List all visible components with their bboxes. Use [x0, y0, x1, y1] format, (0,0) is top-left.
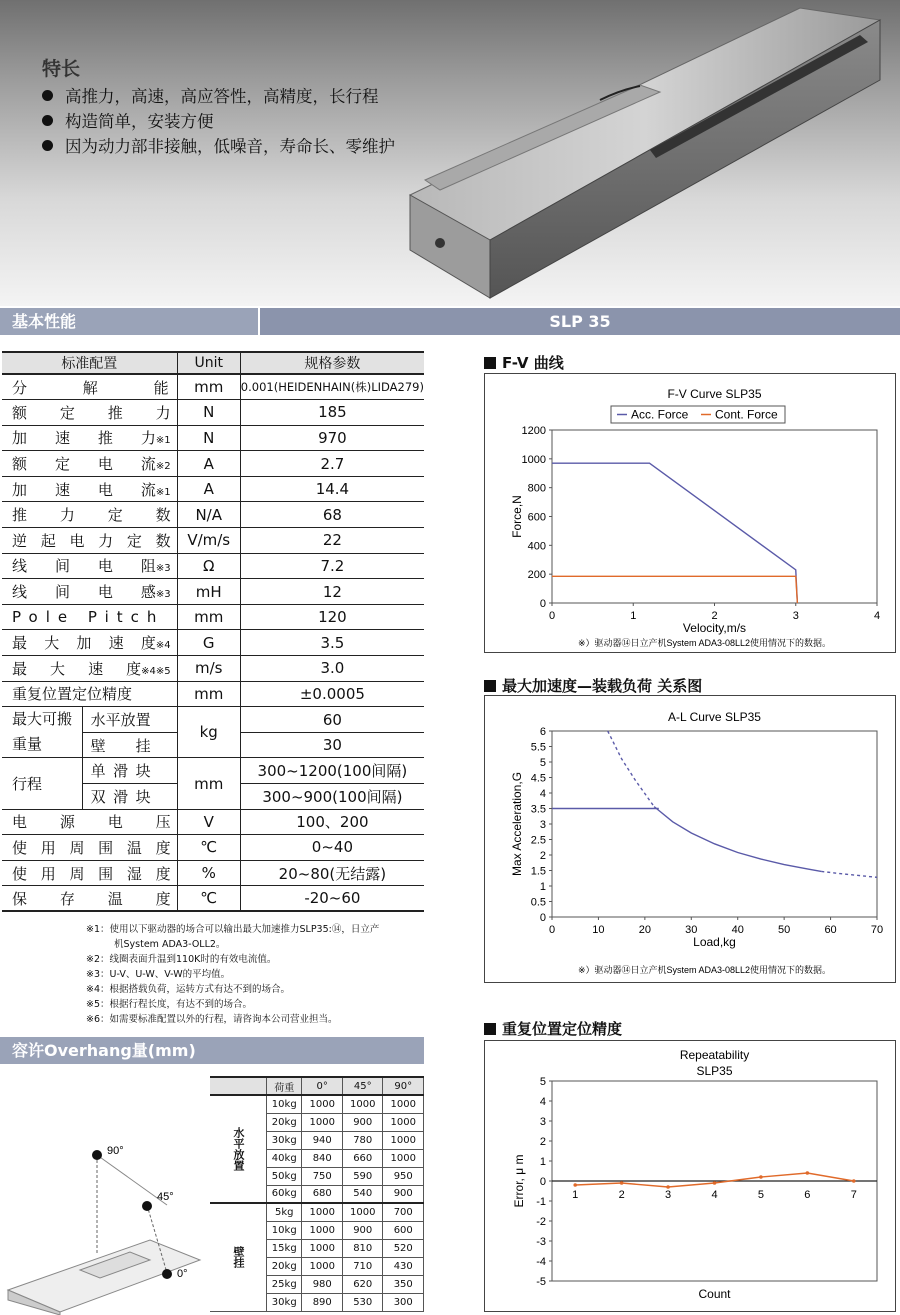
overhang-value: 900 — [342, 1113, 383, 1131]
hero-banner — [0, 0, 900, 306]
spec-value: 14.4 — [240, 476, 424, 502]
y-tick-label: 5 — [539, 757, 546, 769]
x-tick-label: 5 — [757, 1189, 764, 1201]
bullet-icon — [42, 90, 53, 101]
x-axis-label: Count — [698, 1287, 731, 1301]
footnote: ※2：线圈表面升温到110K时的有效电流值。 — [86, 954, 277, 965]
plot-area — [552, 731, 877, 917]
fv-chart — [485, 374, 895, 652]
series-line-curve — [654, 807, 821, 872]
overhang-value: 940 — [302, 1131, 343, 1149]
bullet-icon — [42, 140, 53, 151]
legend-label: Acc. Force — [631, 407, 689, 422]
overhang-value: 1000 — [302, 1257, 343, 1275]
overhang-table — [210, 1076, 424, 1312]
data-point — [620, 1181, 624, 1185]
rep-chart — [485, 1041, 895, 1311]
bullet-icon — [42, 115, 53, 126]
y-tick-label: -2 — [536, 1216, 546, 1228]
spec-row: 使 用 周 围 温 度 ℃ 0~40 — [2, 835, 424, 861]
footnote: ※1：使用以下驱动器的场合可以输出最大加速推力SLP35:⑭，日立产 — [86, 924, 380, 935]
y-tick-label: 2 — [539, 1136, 546, 1148]
spec-unit: G — [177, 630, 240, 656]
al-chart — [485, 696, 895, 982]
overhang-value: 980 — [302, 1275, 343, 1293]
spec-row: 额 定 电 流※2 A 2.7 — [2, 451, 424, 477]
spec-header: Unit — [177, 352, 240, 374]
spec-unit: N/A — [177, 502, 240, 528]
spec-row: 壁 挂 30 — [2, 732, 424, 758]
overhang-load: 40kg — [267, 1149, 302, 1167]
overhang-value: 1000 — [302, 1095, 343, 1113]
overhang-header: 0° — [302, 1077, 343, 1095]
y-tick-label: -4 — [536, 1256, 546, 1268]
y-tick-label: 5.5 — [530, 741, 546, 754]
feature-item: 构造简单，安装方便 — [42, 108, 214, 132]
y-tick-label: 1.5 — [530, 865, 546, 878]
spec-header: 规格参数 — [240, 352, 424, 374]
x-tick-label: 2 — [711, 610, 718, 622]
footnotes — [86, 922, 426, 1027]
data-point — [713, 1181, 717, 1185]
overhang-value: 700 — [383, 1203, 424, 1221]
angle-label: 0° — [177, 1268, 188, 1280]
overhang-value: 530 — [342, 1293, 383, 1311]
overhang-value: 1000 — [302, 1239, 343, 1257]
spec-name: Pole Pitch — [2, 604, 177, 630]
fv-chart-frame — [484, 373, 896, 653]
overhang-load: 30kg — [267, 1293, 302, 1311]
spec-header: 标准配置 — [2, 352, 177, 374]
footnote: ※5：根据行程长度，有达不到的场合。 — [86, 999, 253, 1010]
spec-row: 分 解 能 mm 0.001(HEIDENHAIN(株)LIDA279) — [2, 374, 424, 400]
overhang-load: 15kg — [267, 1239, 302, 1257]
overhang-load: 20kg — [267, 1113, 302, 1131]
spec-unit: kg — [177, 707, 240, 758]
overhang-value: 1000 — [302, 1221, 343, 1239]
spec-value: 30 — [240, 732, 424, 758]
y-tick-label: 1 — [539, 1156, 546, 1168]
spec-row — [2, 604, 424, 630]
y-tick-label: -1 — [536, 1196, 546, 1208]
spec-unit: ℃ — [177, 886, 240, 912]
x-tick-label: 40 — [731, 924, 744, 936]
spec-value: 300~900(100间隔) — [240, 784, 424, 810]
y-tick-label: 0 — [539, 912, 546, 924]
x-tick-label: 3 — [792, 610, 799, 622]
spec-table — [2, 351, 424, 912]
spec-value: 22 — [240, 528, 424, 554]
x-tick-label: 30 — [685, 924, 698, 936]
al-chart-frame — [484, 695, 896, 983]
overhang-load: 10kg — [267, 1095, 302, 1113]
rep-section-title: 重复位置定位精度 — [484, 1018, 622, 1039]
feature-item: 高推力，高速，高应答性，高精度，长行程 — [42, 83, 379, 107]
spec-value: -20~60 — [240, 886, 424, 912]
spec-value: 20~80(无结露) — [240, 860, 424, 886]
section-bar-model: SLP 35 — [260, 308, 900, 335]
series-line-curve-dashed-high — [821, 871, 877, 877]
spec-name: 能 — [153, 378, 171, 397]
y-tick-label: 0.5 — [530, 896, 546, 909]
x-tick-label: 4 — [711, 1189, 718, 1201]
overhang-value: 1000 — [383, 1131, 424, 1149]
overhang-load: 25kg — [267, 1275, 302, 1293]
overhang-value: 1000 — [342, 1203, 383, 1221]
y-tick-label: 800 — [527, 482, 546, 495]
y-tick-label: -5 — [536, 1276, 546, 1288]
overhang-header: 90° — [383, 1077, 424, 1095]
overhang-value: 1000 — [383, 1095, 424, 1113]
spec-unit: N — [177, 400, 240, 426]
x-tick-label: 50 — [778, 924, 791, 936]
overhang-value: 840 — [302, 1149, 343, 1167]
spec-row: 最 大 加 速 度※4 G 3.5 — [2, 630, 424, 656]
point-90-marker — [92, 1150, 102, 1160]
spec-row: 保 存 温 度 ℃ -20~60 — [2, 886, 424, 912]
spec-unit: mm — [177, 758, 240, 809]
y-tick-label: 2.5 — [530, 834, 546, 847]
data-point — [573, 1183, 577, 1187]
spec-unit: mm — [177, 604, 240, 630]
overhang-value: 430 — [383, 1257, 424, 1275]
section-bar-overhang: 容许Overhang量(mm) — [0, 1037, 424, 1064]
rep-chart-frame — [484, 1040, 896, 1312]
overhang-row — [210, 1095, 424, 1113]
spec-value: 300~1200(100间隔) — [240, 758, 424, 784]
data-point — [759, 1175, 763, 1179]
spec-value: ±0.0005 — [240, 681, 424, 707]
spec-value: 68 — [240, 502, 424, 528]
data-point — [852, 1179, 856, 1183]
y-tick-label: -3 — [536, 1236, 546, 1248]
spec-row: 双 滑 块 300~900(100间隔) — [2, 784, 424, 810]
spec-value: 120 — [240, 604, 424, 630]
y-tick-label: 400 — [527, 540, 546, 553]
footnote: ※6：如需要标准配置以外的行程，请咨询本公司营业担当。 — [86, 1014, 338, 1025]
overhang-header-row — [210, 1077, 424, 1095]
y-tick-label: 0 — [539, 598, 546, 610]
overhang-value: 350 — [383, 1275, 424, 1293]
overhang-value: 780 — [342, 1131, 383, 1149]
data-point — [666, 1185, 670, 1189]
spec-value: 100、200 — [240, 809, 424, 835]
y-tick-label: 1 — [539, 881, 546, 893]
spec-row: 逆 起 电 力 定 数 V/m/s 22 — [2, 528, 424, 554]
overhang-value: 900 — [342, 1221, 383, 1239]
spec-unit: mm — [177, 681, 240, 707]
spec-row: 最大可搬重量 水 平 放 置 kg 60 — [2, 707, 424, 733]
spec-row: 线 间 电 阻※3 Ω 7.2 — [2, 553, 424, 579]
y-tick-label: 2 — [539, 850, 546, 862]
x-tick-label: 70 — [870, 924, 884, 936]
spec-unit: mH — [177, 579, 240, 605]
section-bar-basic: 基本性能 — [0, 308, 258, 335]
spec-name: 最大可搬重量 — [2, 707, 82, 758]
x-tick-label: 6 — [804, 1189, 811, 1201]
chart-note: ※）驱动器⑭日立产机System ADA3-08LL2使用情况下的数据。 — [577, 965, 832, 975]
angle-label: 90° — [107, 1145, 124, 1157]
spec-row: 行程 单 滑 块 mm 300~1200(100间隔) — [2, 758, 424, 784]
overhang-value: 900 — [383, 1185, 424, 1203]
x-tick-label: 1 — [630, 610, 637, 622]
spec-unit: N — [177, 425, 240, 451]
point-45-marker — [142, 1201, 152, 1211]
y-tick-label: 0 — [539, 1176, 546, 1188]
x-tick-label: 60 — [824, 924, 837, 936]
overhang-value: 680 — [302, 1185, 343, 1203]
x-tick-label: 1 — [572, 1189, 579, 1201]
plot-area — [552, 430, 877, 603]
overhang-load: 30kg — [267, 1131, 302, 1149]
x-tick-label: 0 — [548, 924, 556, 936]
spec-row: 电 源 电 压 V 100、200 — [2, 809, 424, 835]
spec-value: 12 — [240, 579, 424, 605]
series-line-cont-force — [552, 576, 797, 603]
feature-item: 因为动力部非接触，低噪音，寿命长、零维护 — [42, 133, 395, 157]
spec-row: 加 速 推 力※1 N 970 — [2, 425, 424, 451]
x-tick-label: 2 — [618, 1189, 625, 1201]
overhang-diagram — [0, 1130, 210, 1315]
spec-unit: A — [177, 451, 240, 477]
overhang-load: 20kg — [267, 1257, 302, 1275]
overhang-value: 750 — [302, 1167, 343, 1185]
x-tick-label: 10 — [592, 924, 605, 936]
spec-name: 行程 — [2, 758, 82, 809]
overhang-value: 540 — [342, 1185, 383, 1203]
overhang-value: 1000 — [302, 1113, 343, 1131]
spec-value: 0~40 — [240, 835, 424, 861]
overhang-value: 810 — [342, 1239, 383, 1257]
chart-subtitle: SLP35 — [696, 1064, 733, 1078]
spec-unit: m/s — [177, 656, 240, 682]
x-tick-label: 3 — [665, 1189, 672, 1201]
chart-title: F-V Curve SLP35 — [667, 387, 762, 401]
footnote: ※4：根据搭载负荷，运转方式有达不到的场合。 — [86, 984, 291, 995]
spec-unit: V — [177, 809, 240, 835]
overhang-value: 1000 — [342, 1095, 383, 1113]
overhang-value: 620 — [342, 1275, 383, 1293]
overhang-header: 荷重 — [267, 1077, 302, 1095]
spec-value: 2.7 — [240, 451, 424, 477]
spec-value: 60 — [240, 707, 424, 733]
y-tick-label: 4 — [539, 1096, 546, 1108]
legend-label: Cont. Force — [715, 407, 778, 422]
data-point — [806, 1171, 810, 1175]
overhang-value: 1000 — [383, 1113, 424, 1131]
x-axis-label: Load,kg — [693, 935, 736, 949]
overhang-load: 50kg — [267, 1167, 302, 1185]
overhang-value: 660 — [342, 1149, 383, 1167]
spec-value: 970 — [240, 425, 424, 451]
y-axis-label: Max Acceleration,G — [510, 771, 524, 877]
spec-unit: % — [177, 860, 240, 886]
overhang-value: 520 — [383, 1239, 424, 1257]
series-line-acc-force — [552, 463, 797, 603]
overhang-group-label: 壁挂 — [210, 1203, 267, 1311]
series-line-error — [575, 1173, 854, 1187]
spec-row: 使 用 周 围 湿 度 % 20~80(无结露) — [2, 860, 424, 886]
y-tick-label: 1000 — [521, 453, 546, 466]
y-tick-label: 6 — [539, 726, 546, 738]
x-axis-label: Velocity,m/s — [682, 621, 747, 635]
y-tick-label: 4.5 — [530, 772, 546, 785]
spec-row: 推 力 定 数 N/A 68 — [2, 502, 424, 528]
spec-value: 3.5 — [240, 630, 424, 656]
chart-title: Repeatability — [679, 1048, 750, 1062]
overhang-group-label: 水平放置 — [210, 1095, 267, 1203]
overhang-value: 710 — [342, 1257, 383, 1275]
spec-row: 加 速 电 流※1 A 14.4 — [2, 476, 424, 502]
footnote: 机System ADA3-OLL2。 — [114, 939, 226, 950]
y-tick-label: 3 — [539, 1116, 546, 1128]
y-tick-label: 3.5 — [530, 803, 546, 816]
fv-section-title: F-V 曲线 — [484, 352, 564, 373]
overhang-header: 45° — [342, 1077, 383, 1095]
spec-name: 重复位置定位精度 — [2, 681, 177, 707]
y-tick-label: 600 — [527, 511, 546, 524]
overhang-load: 10kg — [267, 1221, 302, 1239]
spec-unit: ℃ — [177, 835, 240, 861]
spec-row: 最 大 速 度※4※5 m/s 3.0 — [2, 656, 424, 682]
spec-unit: A — [177, 476, 240, 502]
spec-unit: mm — [177, 374, 240, 400]
spec-unit: Ω — [177, 553, 240, 579]
x-tick-label: 7 — [850, 1189, 857, 1201]
angle-label: 45° — [157, 1191, 174, 1203]
spec-header-row — [2, 352, 424, 374]
overhang-value: 590 — [342, 1167, 383, 1185]
y-tick-label: 5 — [539, 1076, 546, 1088]
al-section-title: 最大加速度—装载负荷 关系图 — [484, 675, 702, 696]
overhang-load: 5kg — [267, 1203, 302, 1221]
overhang-value: 950 — [383, 1167, 424, 1185]
point-0-marker — [162, 1269, 172, 1279]
y-tick-label: 3 — [539, 819, 546, 831]
spec-value: 7.2 — [240, 553, 424, 579]
x-tick-label: 20 — [638, 924, 651, 936]
overhang-value: 600 — [383, 1221, 424, 1239]
overhang-row — [210, 1203, 424, 1221]
spec-unit: V/m/s — [177, 528, 240, 554]
chart-note: ※）驱动器⑭日立产机System ADA3-08LL2使用情况下的数据。 — [577, 638, 832, 648]
overhang-value: 890 — [302, 1293, 343, 1311]
y-axis-label: Error, μ m — [512, 1154, 526, 1208]
spec-row: 额 定 推 力 N 185 — [2, 400, 424, 426]
spec-row — [2, 681, 424, 707]
series-line-curve-dashed-low — [608, 731, 654, 807]
overhang-load: 60kg — [267, 1185, 302, 1203]
spec-row: 线 间 电 感※3 mH 12 — [2, 579, 424, 605]
overhang-value: 1000 — [302, 1203, 343, 1221]
y-tick-label: 1200 — [521, 425, 546, 437]
overhang-value: 300 — [383, 1293, 424, 1311]
y-tick-label: 200 — [527, 569, 546, 582]
y-tick-label: 4 — [539, 788, 546, 800]
spec-value: 3.0 — [240, 656, 424, 682]
footnote: ※3：U-V、U-W、V-W的平均值。 — [86, 969, 231, 980]
features-title: 特长 — [42, 58, 81, 80]
y-axis-label: Force,N — [510, 495, 524, 538]
spec-value: 185 — [240, 400, 424, 426]
chart-title: A-L Curve SLP35 — [668, 710, 761, 724]
overhang-value: 1000 — [383, 1149, 424, 1167]
spec-value: 0.001(HEIDENHAIN(株)LIDA279) — [240, 374, 424, 400]
x-tick-label: 0 — [548, 610, 556, 622]
x-tick-label: 4 — [873, 610, 881, 622]
